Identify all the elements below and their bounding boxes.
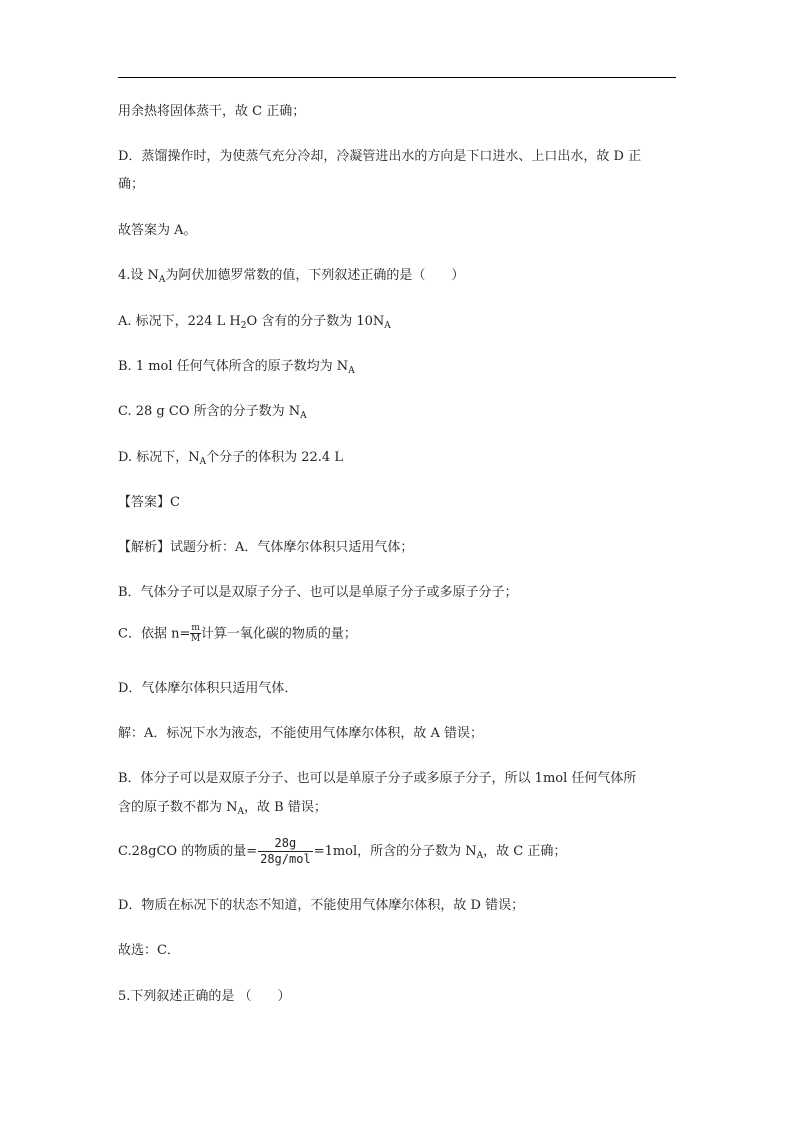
solution-a: 解：A．标况下水为液态，不能使用气体摩尔体积，故 A 错误； bbox=[118, 726, 484, 741]
fraction-m-over-m: $\frac{m}{M}$ bbox=[191, 623, 201, 644]
choice-line: 故选：C． bbox=[118, 943, 180, 958]
text-line: 故答案为 A。 bbox=[118, 223, 197, 238]
text-line: D．蒸馏操作时，为使蒸气充分冷却，冷凝管进出水的方向是下口进水、上口出水，故 D 正 bbox=[118, 149, 642, 164]
option-d: D. 标况下，$N_A$个分子的体积为 22.4 L bbox=[118, 450, 343, 467]
option-a: A. 标况下，224 L $H_2O$ 含有的分子数为 $10N_A$ bbox=[118, 314, 391, 331]
text-line: 确； bbox=[118, 177, 145, 192]
solution-b-line2: 含的原子数不都为 $N_A$，故 B 错误； bbox=[118, 800, 327, 817]
analysis-c: C．依据 n= $\frac{m}{M}$ 计算一氧化碳的物质的量； bbox=[118, 623, 357, 644]
answer-label: 【答案】C bbox=[118, 495, 180, 510]
solution-c: C.28gCO 的物质的量= $\frac{28g}{\text{28g/mol}}$ =1mol，所含的分子数为 $N_A$，故 C 正确； bbox=[118, 836, 567, 866]
question-4: 4.设 $N_A$为阿伏加德罗常数的值，下列叙述正确的是（ ） bbox=[118, 268, 465, 285]
analysis-b: B．气体分子可以是双原子分子、也可以是单原子分子或多原子分子； bbox=[118, 585, 518, 600]
fraction-mass-over-molar-mass: $\frac{28g}{\text{28g/mol}}$ bbox=[260, 836, 311, 866]
text-line: 用余热将固体蒸干，故 C 正确； bbox=[118, 104, 306, 119]
header-rule bbox=[118, 77, 676, 78]
option-b: B. 1 mol 任何气体所含的原子数均为 $N_A$ bbox=[118, 359, 355, 376]
analysis-line: 【解析】试题分析：A．气体摩尔体积只适用气体； bbox=[118, 540, 414, 555]
analysis-d: D．气体摩尔体积只适用气体． bbox=[118, 681, 298, 696]
solution-b-line1: B．体分子可以是双原子分子、也可以是单原子分子或多原子分子，所以 1mol 任何气体所 bbox=[118, 771, 637, 786]
question-5: 5.下列叙述正确的是 （ ） bbox=[118, 989, 291, 1004]
option-c: C. 28 g CO 所含的分子数为 $N_A$ bbox=[118, 404, 307, 421]
solution-d: D．物质在标况下的状态不知道，不能使用气体摩尔体积，故 D 错误； bbox=[118, 898, 525, 913]
